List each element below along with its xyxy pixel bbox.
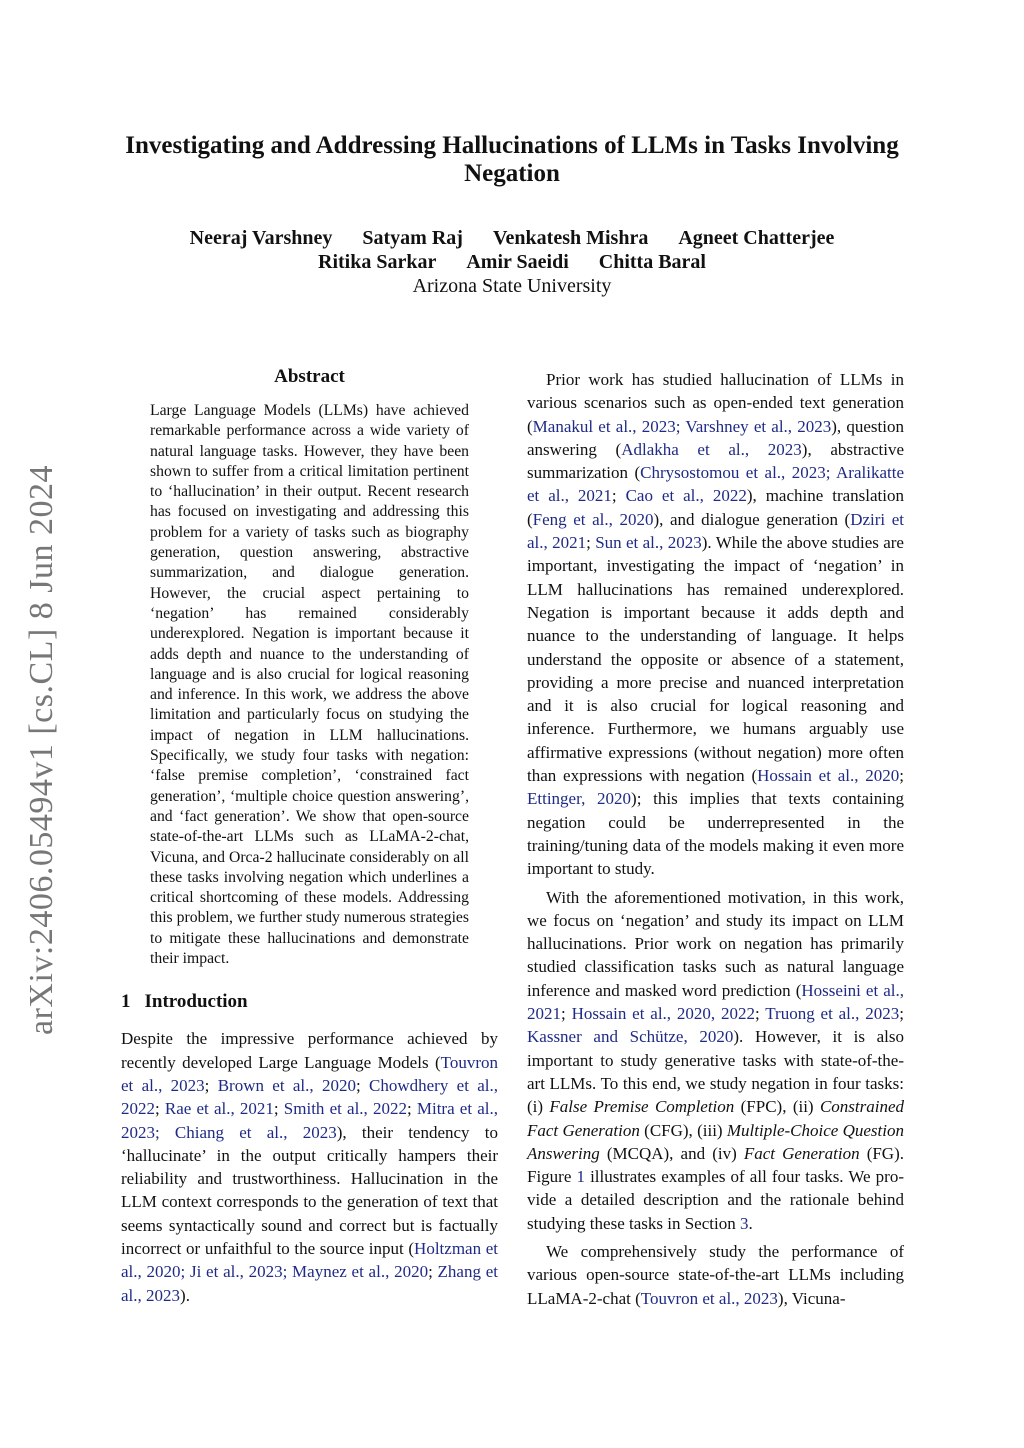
author-row-1 bbox=[110, 226, 914, 250]
right-column bbox=[527, 368, 904, 1310]
author-name: Agneet Chatterjee bbox=[678, 227, 835, 249]
citation-link[interactable]: Touvron et al., 2023 bbox=[640, 1288, 778, 1308]
citation-link[interactable]: Truong et al., 2023 bbox=[765, 1004, 900, 1024]
citation-link[interactable]: Ettinger, 2020 bbox=[527, 789, 632, 809]
author-name: Amir Saeidi bbox=[466, 251, 569, 273]
section-number: 1 bbox=[121, 991, 131, 1013]
citation-link[interactable]: Chowdhery et al., 2022 bbox=[121, 1075, 498, 1119]
citation-link[interactable]: Feng et al., 2020 bbox=[532, 509, 654, 529]
task-name: Multiple-Choice Question Answering bbox=[527, 1120, 904, 1163]
author-name: Ritika Sarkar bbox=[318, 251, 437, 273]
section-heading-introduction bbox=[121, 991, 498, 1013]
figure-reference-link[interactable]: 1 bbox=[576, 1167, 585, 1187]
author-name: Chitta Baral bbox=[598, 251, 706, 273]
intro-paragraph-2: Prior work has studied hallucination of LLMs in various scenarios such as open-ended text generation (Manakul et al., 2023; Varshney et al., 2023), question answering (Adlakha et al., 2023), abstractive summarization (Chrysostomou et al., 2023; Aralikatte et al., 2021; Cao et al., 2022), machine translation (Feng et al., 2020), and dialogue generation (Dziri et al., 2021; Sun et al., 2023). While the above studies are important, investigating the impact of ‘negation’ in LLM hallucinations has remained underexplored. Negation is important because it adds depth and nuance to the understanding of language. It helps understand the opposite or absence of a statement, providing a more precise and nuanced interpretation and it is also crucial for logical reasoning and inference. Furthermore, we humans arguably use affirmative expressions (without negation) more often than expressions with negation (Hossain et al., 2020; Ettinger, 2020); this implies that texts containing negation could be underrepresented in the training/tuning data of the models making it even more important to study. bbox=[527, 370, 904, 879]
author-block bbox=[110, 226, 914, 298]
citation-link[interactable]: Chrysostomou et al., 2023; Aralikatte et al., 2021 bbox=[527, 463, 904, 506]
citation-link[interactable]: Hossain et al., 2020, 2022 bbox=[571, 1004, 755, 1024]
task-name: Fact Generation bbox=[743, 1143, 860, 1163]
abstract-text: Large Language Models (LLMs) have achieved remarkable performance across a wide variety of natural language tasks. However, they have been shown to suffer from a critical limitation pertinent to ‘hallucination’ in their output. Recent research has focused on investigating and addressing this problem for a variety of tasks such as biography generation, question answering, abstractive summarization, and dialogue generation. However, the crucial aspect pertaining to ‘negation’ has remained considerably underexplored. Negation is important because it adds depth and nuance to the understanding of language and is also crucial for logical reasoning and inference. In this work, we address the above limitation and particularly focus on studying the impact of negation in LLM hallucinations. Specifically, we study four tasks with negation: ‘false premise completion’, ‘constrained fact generation’, ‘multiple choice question answering’, and ‘fact generation’. We show that open-source state-of-the-art LLMs such as LLaMA-2-chat, Vicuna, and Orca-2 hallucinate considerably on all these tasks involving negation which underlines a critical shortcoming of these models. Addressing this problem, we further study numerous strategies to mitigate these hallucinations and demonstrate their impact. bbox=[150, 402, 469, 968]
citation-link[interactable]: Hosseini et al., 2021 bbox=[527, 980, 904, 1024]
arxiv-identifier: arXiv:2406.05494v1 [cs.CL] 8 Jun 2024 bbox=[23, 464, 60, 1036]
citation-link[interactable]: Zhang et al., 2023 bbox=[121, 1262, 498, 1305]
affiliation: Arizona State University bbox=[412, 275, 612, 297]
author-name: Satyam Raj bbox=[362, 227, 463, 249]
citation-link[interactable]: Kassner and Schütze, 2020 bbox=[527, 1027, 734, 1047]
author-row-2 bbox=[110, 250, 914, 274]
author-name: Venkatesh Mishra bbox=[492, 227, 649, 249]
citation-link[interactable]: Smith et al., 2022 bbox=[283, 1099, 407, 1119]
intro-paragraph-4: We comprehensively study the performance of various open-source state-of-the-art LLMs including LLaMA-2-chat (Touvron et al., 2023), Vicuna- bbox=[527, 1241, 904, 1308]
paper-title bbox=[110, 132, 914, 188]
title-line-2: Negation bbox=[464, 160, 560, 187]
citation-link[interactable]: Rae et al., 2021 bbox=[164, 1099, 274, 1119]
abstract-heading: Abstract bbox=[274, 366, 345, 387]
citation-link[interactable]: Sun et al., 2023 bbox=[595, 533, 702, 553]
intro-paragraph-3: With the aforementioned motivation, in this work, we focus on ‘negation’ and study its impact on LLM hallucinations. Prior work on negation has primarily studied classification tasks such as natural language inference and masked word prediction (Hosseini et al., 2021; Hossain et al., 2020, 2022; Truong et al., 2023; Kassner and Schütze, 2020). However, it is also important to study generative tasks with state-of-the-art LLMs. To this end, we study negation in four tasks: (i) False Premise Completion (FPC), (ii) Constrained Fact Generation (CFG), (iii) Multiple-Choice Question Answering (MCQA), and (iv) Fact Generation (FG). Figure 1 illustrates examples of all four tasks. We provide a detailed description and the rationale behind studying these tasks in Section 3. bbox=[527, 887, 905, 1233]
title-line-1: Investigating and Addressing Hallucinations of LLMs in Tasks Involving bbox=[125, 132, 899, 159]
left-column bbox=[121, 366, 498, 1307]
citation-link[interactable]: Dziri et al., 2021 bbox=[527, 509, 904, 553]
section-reference-link[interactable]: 3 bbox=[739, 1213, 749, 1233]
citation-link[interactable]: Holtzman et al., 2020; Ji et al., 2023; Maynez et al., 2020 bbox=[121, 1238, 498, 1282]
task-name: Constrained Fact Generation bbox=[527, 1097, 905, 1140]
task-name: False Premise Completion bbox=[549, 1097, 735, 1117]
citation-link[interactable]: Touvron et al., 2023 bbox=[121, 1052, 498, 1095]
section-title: Introduction bbox=[144, 991, 248, 1013]
citation-link[interactable]: Adlakha et al., 2023 bbox=[621, 439, 802, 459]
citation-link[interactable]: Manakul et al., 2023; Varshney et al., 2023 bbox=[532, 416, 832, 436]
citation-link[interactable]: Brown et al., 2020 bbox=[217, 1075, 356, 1095]
intro-paragraph-1: Despite the impressive performance achieved by recently developed Large Language Models (Touvron et al., 2023; Brown et al., 2020; Chowdhery et al., 2022; Rae et al., 2021; Smith et al., 2022; Mitra et al., 2023; Chiang et al., 2023), their tendency to ‘hallucinate’ in the output critically hampers their reliability and trustworthiness. Hallucination in the LLM context corresponds to the generation of text that seems syntactically sound and correct but is factually incorrect or unfaithful to the source input (Holtzman et al., 2020; Ji et al., 2023; Maynez et al., 2020; Zhang et al., 2023). bbox=[121, 1029, 499, 1305]
citation-link[interactable]: Cao et al., 2022 bbox=[625, 486, 747, 506]
citation-link[interactable]: Hossain et al., 2020 bbox=[757, 766, 900, 786]
citation-link[interactable]: Mitra et al., 2023; Chiang et al., 2023 bbox=[121, 1099, 499, 1142]
author-name: Neeraj Varshney bbox=[189, 227, 333, 249]
